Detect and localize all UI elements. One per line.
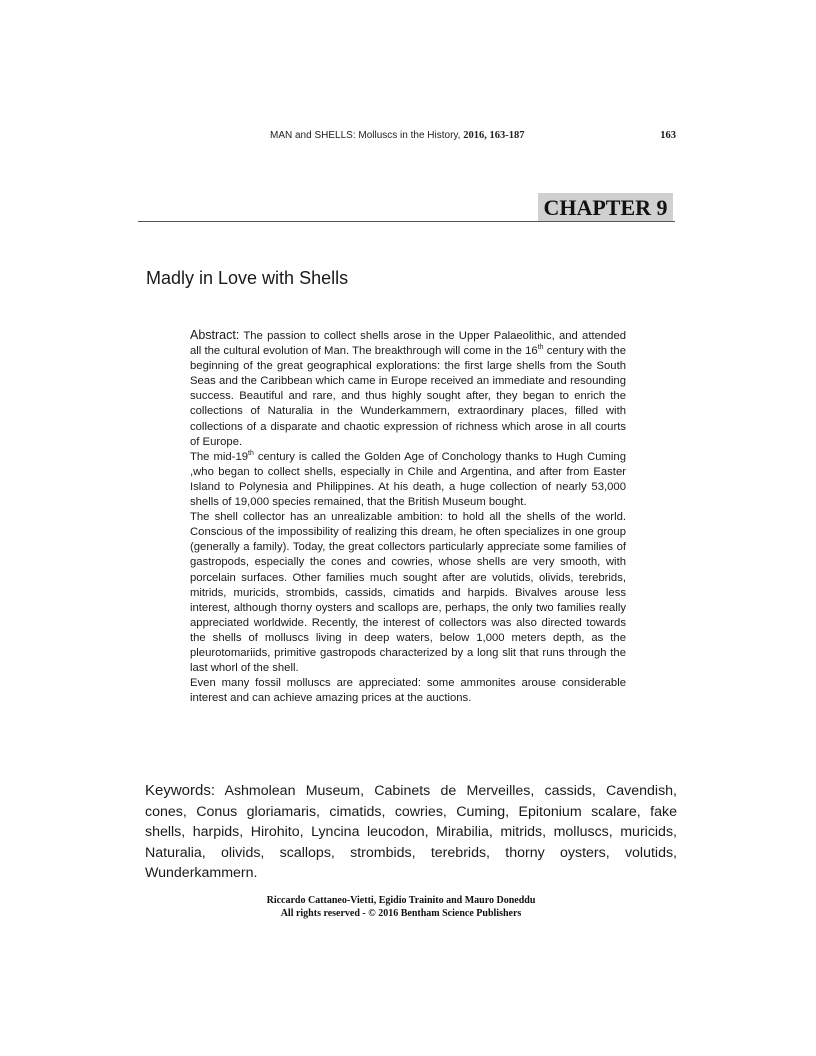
- abstract: [190, 328, 626, 706]
- abstract-text: century is called the Golden Age of Conchology thanks to Hugh Cuming ,who began to collect shells, especially in Chile and Argentina, and after from Easter Island to Polynesia and Philippines. At his death, a huge collection of nearly 53,000 shells of 19,000 species remained, that the British Museum bought.: [190, 450, 627, 509]
- page-footer: [0, 894, 816, 920]
- keywords: [145, 781, 677, 884]
- authors-line: Riccardo Cattaneo-Vietti, Egidio Trainito and Mauro Doneddu: [266, 895, 536, 906]
- superscript: th: [537, 344, 544, 352]
- abstract-paragraph-1: [190, 328, 626, 450]
- abstract-text: century with the beginning of the great geographical explorations: the first large shells from the South Seas and the Caribbean which came in Europe received an immediate and resounding success. Beautiful and rare, and thus highly sought after, they began to enrich the collections of Naturalia in the Wunderkammern, extraordinary places, filled with collections of a disparate and chaotic expression of richness which arose in all courts of Europe.: [190, 345, 626, 448]
- superscript: th: [248, 449, 254, 457]
- running-title: [270, 130, 524, 141]
- abstract-paragraph-2: [190, 450, 626, 510]
- abstract-text: The mid-19: [190, 450, 249, 463]
- keywords-label: Keywords:: [145, 782, 216, 799]
- running-year-pages: 2016, 163-187: [463, 130, 525, 141]
- chapter-title: Madly in Love with Shells: [146, 268, 349, 288]
- chapter-label: CHAPTER 9: [538, 193, 673, 222]
- page-number: 163: [660, 130, 676, 141]
- chapter-divider: [138, 221, 675, 222]
- keywords-text: Ashmolean Museum, Cabinets de Merveilles, cassids, Cavendish, cones, Conus gloriamaris, cimatids, cowries, Cuming, Epitonium scalare, fake shells, harpids, Hirohito, Lyncina leucodon, Mirabilia, mitrids, molluscs, muricids, Naturalia, olivids, scallops, strombids, terebrids, thorny oysters, volutids, Wunderkammern.: [145, 783, 677, 881]
- abstract-paragraph-4: Even many fossil molluscs are appreciated: some ammonites arouse considerable interest and can achieve amazing prices at the auctions.: [190, 677, 626, 705]
- running-title-text: MAN and SHELLS: Molluscs in the History,: [270, 130, 461, 141]
- abstract-paragraph-3: The shell collector has an unrealizable ambition: to hold all the shells of the world. Conscious of the impossibility of realizing this dream, he often specializes in one group (generally a family). Today, the great collectors particularly appreciate some families of gastropods, especially the cones and cowries, whose shells are very smooth, with porcelain surfaces. Other families much sought after are volutids, olivids, terebrids, mitrids, muricids, strombids, cassids, cimatids and harpids. Bivalves arouse less interest, although thorny oysters and scallops are, perhaps, the only two families really appreciated worldwide. Recently, the interest of collectors was also directed towards the shells of molluscs living in deep waters, below 1,000 meters depth, as the pleurotomariids, primitive gastropods characterized by a long slit that runs through the last whorl of the shell.: [190, 511, 626, 675]
- abstract-label: Abstract:: [190, 328, 240, 342]
- abstract-text: The passion to collect shells arose in the Upper Palaeolithic, and attended all the cultural evolution of Man. The breakthrough will come in the 16: [190, 330, 627, 358]
- copyright-line: All rights reserved - © 2016 Bentham Science Publishers: [280, 908, 522, 919]
- page-header: [0, 130, 816, 146]
